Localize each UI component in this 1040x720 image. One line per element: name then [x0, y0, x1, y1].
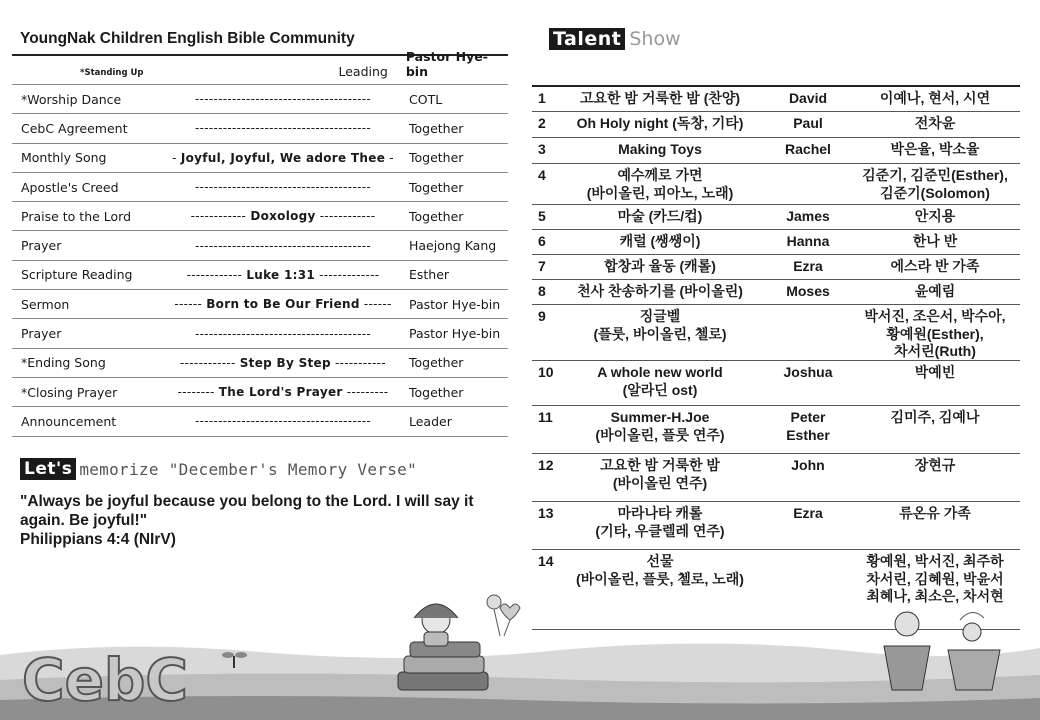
program-leader: Together	[409, 384, 464, 400]
talent-number: 14	[538, 553, 554, 569]
talent-leader	[764, 409, 852, 444]
program-row	[12, 290, 508, 319]
talent-performers	[850, 167, 1020, 202]
talent-song-line: (기타, 우클렐레 연주)	[595, 522, 725, 539]
program-leader: Pastor Hye-bin	[409, 296, 501, 312]
dash-leader: ------------	[190, 209, 247, 224]
talent-leader	[764, 141, 852, 159]
dash-leader: ------------	[180, 355, 236, 370]
talent-leader	[764, 505, 852, 523]
talent-song	[560, 283, 760, 301]
dash-leader: --------	[177, 385, 215, 400]
talent-performers-line: 김준기(Solomon)	[880, 184, 990, 201]
lets-label: Let's	[20, 458, 76, 480]
talent-number: 13	[538, 505, 554, 521]
program-item: Praise to the Lord	[21, 208, 132, 224]
talent-performers-line: 장현규	[914, 457, 956, 473]
dash-trailer: -------------	[319, 267, 380, 282]
program-rows	[12, 85, 508, 437]
talent-performers-line: 에스라 반 가족	[890, 258, 980, 274]
program-item: Monthly Song	[21, 150, 107, 166]
program-leader: Together	[409, 179, 464, 195]
program-detail	[169, 180, 397, 194]
dash-trailer: ------------	[319, 209, 376, 224]
talent-song-line: (바이올린, 피아노, 노래)	[586, 184, 734, 201]
talent-row	[532, 280, 1020, 305]
program-leader: Leader	[409, 413, 452, 429]
talent-performers-line: 전차윤	[914, 115, 956, 131]
program-row	[12, 378, 508, 407]
program-leader: Esther	[409, 267, 450, 283]
talent-performers	[850, 208, 1020, 226]
talent-row	[532, 361, 1020, 406]
memory-heading	[20, 458, 417, 480]
dash-trailer: -	[389, 150, 394, 165]
talent-number: 11	[538, 409, 553, 425]
talent-number: 9	[538, 308, 546, 324]
talent-song-line: (알라딘 ost)	[622, 381, 698, 398]
program-detail	[169, 385, 397, 399]
dash-trailer: ---------	[346, 385, 389, 400]
dash-trailer: ------	[363, 297, 392, 312]
talent-song	[560, 115, 760, 133]
program-item: *Worship Dance	[21, 91, 122, 107]
program-detail-text: The Lord's Prayer	[218, 385, 343, 400]
program-detail-text: Step By Step	[239, 355, 331, 370]
talent-number: 10	[538, 364, 554, 380]
program-detail	[169, 297, 397, 311]
dash-trailer: -----------	[335, 355, 386, 370]
talent-song-line: Making Toys	[618, 141, 702, 157]
program-row	[12, 231, 508, 260]
talent-leader-line: Esther	[786, 426, 830, 443]
talent-table	[532, 85, 1020, 630]
talent-song	[560, 409, 760, 444]
talent-performers	[850, 141, 1020, 159]
memory-verse	[20, 492, 504, 549]
talent-performers-line: 류온유 가족	[899, 505, 971, 521]
talent-song-line: (바이올린, 플룻, 첼로, 노래)	[576, 570, 744, 587]
leader-name: Pastor Hye-bin	[405, 49, 488, 79]
program-detail-text: Luke 1:31	[246, 267, 316, 282]
dash-leader: ------	[174, 297, 203, 312]
talent-leader	[764, 258, 852, 276]
dash-leader: -	[172, 150, 177, 165]
talent-performers-line: 차서린, 김혜원, 박윤서	[866, 570, 1004, 587]
talent-number: 7	[538, 258, 546, 274]
program-row	[12, 202, 508, 231]
talent-performers-line: 김준기, 김준민(Esther),	[862, 167, 1008, 183]
talent-row	[532, 502, 1020, 550]
talent-number: 2	[538, 115, 546, 131]
talent-performers	[850, 90, 1020, 108]
program-row	[12, 407, 508, 436]
program-detail	[169, 209, 397, 223]
talent-leader-line: Rachel	[785, 141, 831, 157]
program-detail-text: Doxology	[250, 209, 316, 224]
talent-song	[560, 258, 760, 276]
talent-song-line: Oh Holy night (독창, 기타)	[576, 115, 744, 131]
verse-reference: Philippians 4:4 (NIrV)	[20, 531, 176, 548]
talent-leader	[764, 364, 852, 382]
talent-number: 4	[538, 167, 546, 183]
talent-song-line: 고요한 밤 거룩한 밤 (찬양)	[579, 90, 741, 106]
show-label: Show	[629, 28, 681, 50]
program-item: Scripture Reading	[21, 267, 133, 283]
talent-leader	[764, 457, 852, 475]
talent-row	[532, 255, 1020, 280]
program-detail	[169, 92, 397, 106]
talent-song	[560, 208, 760, 226]
program-detail-text: Joyful, Joyful, We adore Thee	[180, 150, 386, 165]
talent-song	[560, 505, 760, 540]
program-detail	[169, 239, 397, 253]
talent-performers-line: 안지용	[914, 208, 956, 224]
talent-row	[532, 406, 1020, 454]
talent-show	[532, 28, 1020, 604]
talent-number: 12	[538, 457, 554, 473]
talent-performers	[850, 233, 1020, 251]
talent-leader-line: Ezra	[793, 505, 823, 521]
talent-performers	[850, 283, 1020, 301]
program-detail	[169, 414, 397, 428]
talent-performers	[850, 457, 1020, 475]
dash-leader: --------------------------------------	[195, 180, 371, 195]
talent-leader	[764, 208, 852, 226]
program-row	[12, 85, 508, 114]
program-leader: Together	[409, 208, 464, 224]
balloon-icons	[487, 595, 520, 636]
talent-leader-line: Peter	[790, 409, 826, 425]
leading-label: Leading	[338, 64, 388, 79]
talent-leader-line: Moses	[786, 283, 830, 299]
memory-heading-text: memorize "December's Memory Verse"	[79, 459, 418, 479]
talent-heading	[549, 28, 1020, 50]
talent-leader-line: James	[786, 208, 830, 224]
talent-leader	[764, 115, 852, 133]
talent-performers	[850, 409, 1020, 427]
program-detail-text: Born to Be Our Friend	[206, 297, 360, 312]
talent-leader-line: Paul	[793, 115, 823, 131]
talent-number: 6	[538, 233, 546, 249]
talent-song-line: 마술 (카드/컵)	[617, 208, 703, 224]
program-header	[12, 49, 508, 85]
talent-performers-line: 박예빈	[914, 364, 956, 380]
program-leader: Together	[409, 120, 464, 136]
talent-performers-line: 박서진, 조은서, 박수아,	[864, 308, 1006, 324]
order-of-worship	[12, 24, 508, 437]
talent-row	[532, 305, 1020, 361]
dash-leader: --------------------------------------	[195, 92, 371, 107]
talent-label: Talent	[549, 28, 625, 50]
program-detail	[169, 268, 397, 282]
talent-row	[532, 138, 1020, 164]
talent-leader-line: Ezra	[793, 258, 823, 274]
talent-song	[560, 233, 760, 251]
program-detail	[169, 356, 397, 370]
talent-performers-line: 박은율, 박소율	[890, 141, 980, 157]
standing-note: *Standing Up	[80, 68, 144, 78]
talent-performers	[850, 364, 1020, 382]
talent-song-line: 예수께로 가면	[617, 167, 703, 183]
talent-song	[560, 167, 760, 202]
talent-row	[532, 230, 1020, 255]
talent-song	[560, 364, 760, 399]
talent-row	[532, 87, 1020, 112]
dash-leader: --------------------------------------	[195, 326, 371, 341]
talent-leader-line: Hanna	[786, 233, 830, 249]
program-row	[12, 319, 508, 348]
talent-performers-line: 이예나, 현서, 시연	[879, 90, 991, 106]
talent-performers	[850, 258, 1020, 276]
cebc-logo: CebC	[22, 646, 188, 714]
program-leader: Together	[409, 150, 464, 166]
talent-song-line: Summer-H.Joe	[610, 409, 710, 425]
talent-row	[532, 112, 1020, 138]
talent-number: 1	[538, 90, 546, 106]
program-item: *Ending Song	[21, 355, 106, 371]
dash-leader: ------------	[186, 267, 243, 282]
verse-text: "Always be joyful because you belong to the Lord. I will say it again. Be joyful!"	[20, 493, 474, 529]
child-figure-icon	[414, 604, 458, 646]
talent-performers	[850, 505, 1020, 523]
talent-performers	[850, 115, 1020, 133]
talent-performers-line: 김미주, 김예나	[890, 409, 980, 425]
talent-song-line: 고요한 밤 거룩한 밤	[600, 457, 720, 473]
talent-song-line: A whole new world	[597, 364, 723, 380]
talent-leader	[764, 233, 852, 251]
footer-illustration	[0, 560, 1040, 720]
dash-leader: --------------------------------------	[195, 121, 371, 136]
talent-song-line: 합창과 율동 (캐롤)	[604, 258, 716, 274]
talent-row	[532, 205, 1020, 230]
talent-song-line: 마라나타 캐롤	[617, 505, 703, 521]
talent-performers-line: 황예원(Esther),	[886, 325, 984, 342]
talent-number: 5	[538, 208, 546, 224]
talent-row	[532, 454, 1020, 502]
program-item: Sermon	[21, 296, 70, 312]
talent-song	[560, 457, 760, 492]
program-row	[12, 173, 508, 202]
books-illustration	[398, 642, 488, 690]
program-detail	[169, 327, 397, 341]
talent-song	[560, 308, 760, 343]
program-row	[12, 349, 508, 378]
program-item: CebC Agreement	[21, 120, 128, 136]
talent-song-line: 징글벨	[639, 308, 681, 324]
talent-performers-line: 차서린(Ruth)	[894, 343, 976, 359]
program-row	[12, 261, 508, 290]
talent-performers-line: 윤예림	[914, 283, 956, 299]
dash-leader: --------------------------------------	[195, 414, 371, 429]
program-detail	[169, 151, 397, 165]
program-row	[12, 144, 508, 173]
talent-song-line: (플룻, 바이올린, 첼로)	[593, 325, 727, 342]
talent-song-line: 캐럴 (쌩쌩이)	[619, 233, 701, 249]
program-leader: Haejong Kang	[409, 238, 497, 254]
talent-performers-line: 황예원, 박서진, 최주하	[866, 553, 1004, 569]
talent-leader-line: David	[788, 90, 828, 106]
talent-performers-line: 최혜나, 최소은, 차서현	[866, 588, 1004, 604]
program-leader: COTL	[409, 91, 443, 107]
talent-row	[532, 164, 1020, 205]
program-item: Prayer	[21, 238, 62, 254]
program-item: Announcement	[21, 413, 117, 429]
talent-song-line: 선물	[646, 553, 674, 569]
program-title: YoungNak Children English Bible Community	[20, 30, 355, 47]
program-item: Apostle's Creed	[21, 179, 119, 195]
talent-number: 3	[538, 141, 546, 157]
talent-song	[560, 90, 760, 108]
talent-song	[560, 141, 760, 159]
talent-leader-line: John	[791, 457, 825, 473]
program-detail	[169, 121, 397, 135]
talent-leader	[764, 90, 852, 108]
talent-song-line: (바이올린 연주)	[612, 474, 708, 491]
program-item: *Closing Prayer	[21, 384, 118, 400]
talent-song-line: 천사 찬송하기를 (바이올린)	[577, 283, 743, 299]
program-row	[12, 114, 508, 143]
talent-performers	[850, 308, 1020, 361]
program-leader: Pastor Hye-bin	[409, 326, 501, 342]
talent-leader-line: Joshua	[783, 364, 833, 380]
talent-number: 8	[538, 283, 546, 299]
dash-leader: --------------------------------------	[195, 238, 371, 253]
talent-performers-line: 한나 반	[912, 233, 958, 249]
talent-leader	[764, 283, 852, 301]
talent-song-line: (바이올린, 플룻 연주)	[595, 426, 725, 443]
program-item: Prayer	[21, 326, 62, 342]
program-leader: Together	[409, 355, 464, 371]
